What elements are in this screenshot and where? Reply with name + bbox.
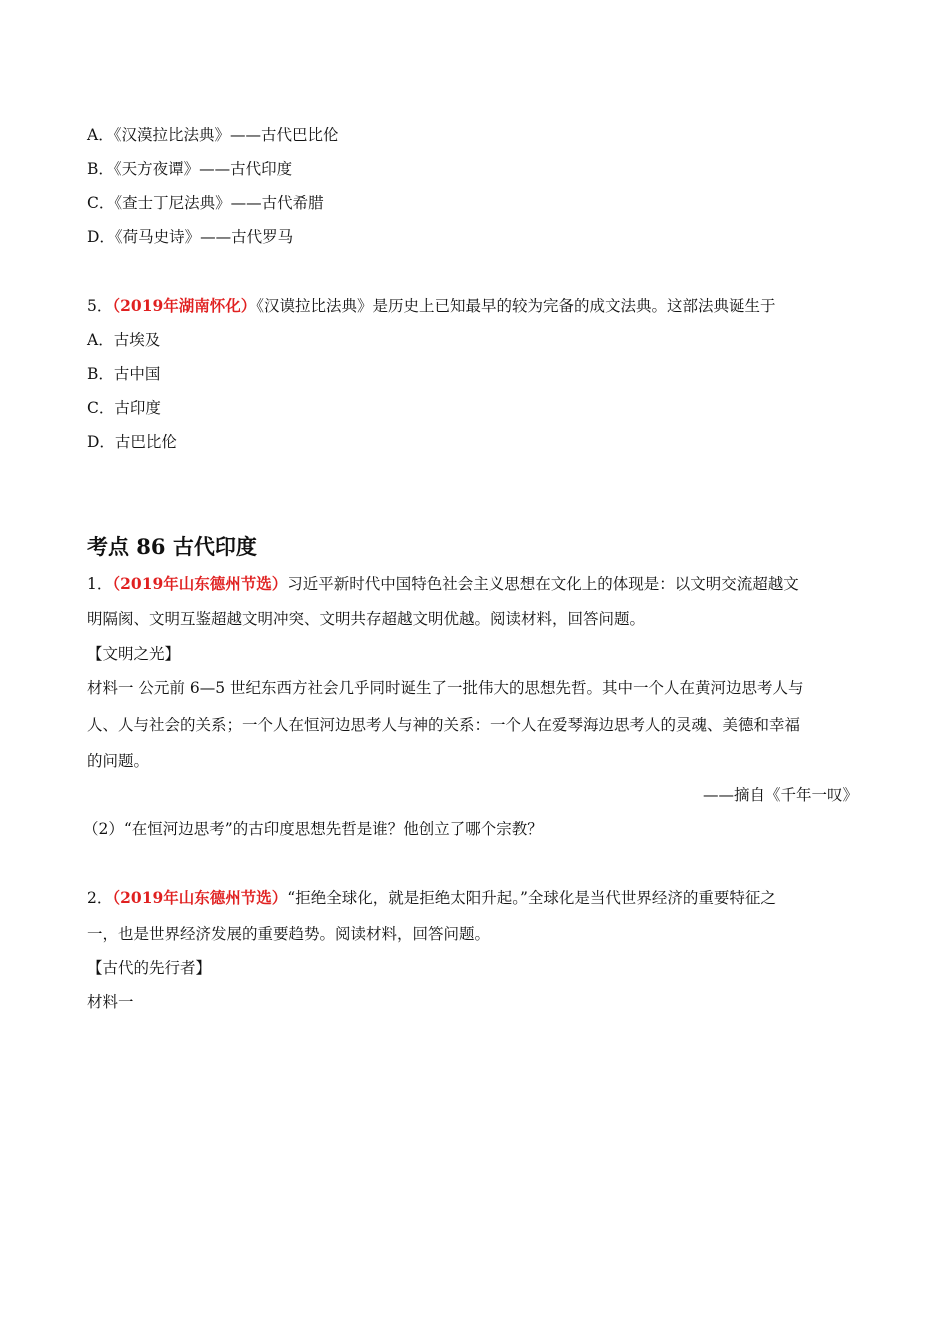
question-source: （2019年山东德州节选） xyxy=(112,574,288,593)
question-text: 习近平新时代中国特色社会主义思想在文化上的体现是：以文明交流超越文 xyxy=(287,575,799,593)
s1-stem-line1 xyxy=(87,576,799,593)
s1-material-line1: 材料一 公元前 6—5 世纪东西方社会几乎同时诞生了一批伟大的思想先哲。其中一个人在黄河边思考人与 xyxy=(87,679,804,697)
s1-citation: ——摘自《千年一叹》 xyxy=(702,786,858,804)
question-source: （2019年山东德州节选） xyxy=(112,888,288,907)
question-number: 5． xyxy=(87,297,113,315)
q5-option-a: A．古埃及 xyxy=(87,331,161,349)
question-source: （2019年湖南怀化） xyxy=(112,296,257,315)
q5-option-c: C．古印度 xyxy=(87,399,161,417)
question-number: 2． xyxy=(87,889,113,907)
question-number: 1． xyxy=(87,575,113,593)
q5-option-d: D．古巴比伦 xyxy=(87,433,177,451)
option-d: D．《荷马史诗》——古代罗马 xyxy=(87,228,294,246)
s1-material-line2: 人、人与社会的关系；一个人在恒河边思考人与神的关系：一个人在爱琴海边思考人的灵魂、美德和幸福 xyxy=(87,716,801,734)
option-c: C．《查士丁尼法典》——古代希腊 xyxy=(87,194,324,212)
s1-stem-line2: 明隔阂、文明互鉴超越文明冲突、文明共存超越文明优越。阅读材料，回答问题。 xyxy=(87,610,646,628)
s1-material-line3: 的问题。 xyxy=(87,752,150,770)
s1-question: （2）“在恒河边思考”的古印度思想先哲是谁？他创立了哪个宗教？ xyxy=(83,820,543,838)
s1-heading: 【文明之光】 xyxy=(87,645,181,663)
s2-material: 材料一 xyxy=(87,993,134,1011)
option-a: A．《汉漠拉比法典》——古代巴比伦 xyxy=(87,126,339,144)
question-text: “拒绝全球化，就是拒绝太阳升起。”全球化是当代世界经济的重要特征之 xyxy=(287,889,776,907)
s2-stem-line1 xyxy=(87,890,776,907)
q5-option-b: B．古中国 xyxy=(87,365,161,383)
question-5-stem xyxy=(87,298,776,315)
s2-heading: 【古代的先行者】 xyxy=(87,959,212,977)
section-title: 考点 86 古代印度 xyxy=(87,534,257,559)
option-b: B．《天方夜谭》——古代印度 xyxy=(87,160,293,178)
question-text: 《汉谟拉比法典》是历史上已知最早的较为完备的成文法典。这部法典诞生于 xyxy=(256,297,776,315)
s2-stem-line2: 一，也是世界经济发展的重要趋势。阅读材料，回答问题。 xyxy=(87,925,491,943)
